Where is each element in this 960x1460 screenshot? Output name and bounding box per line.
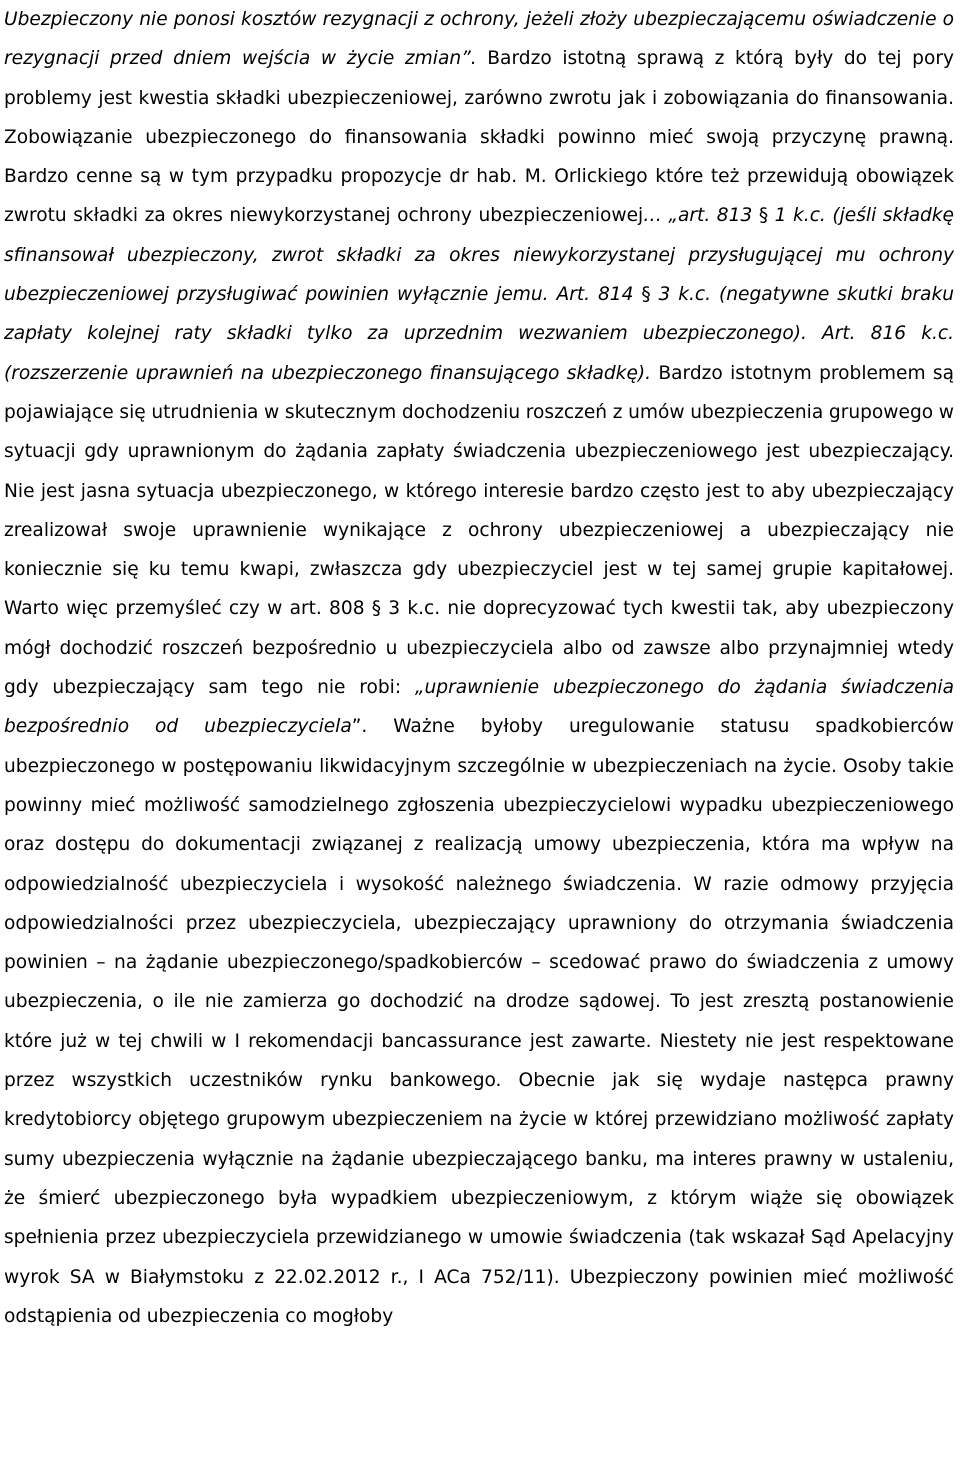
text-segment: ”. Ważne byłoby uregulowanie statusu spadkobierców ubezpieczonego w postępowaniu likwidacyjnym szczególnie w ubezpieczeniach na życie. Osoby takie powinny mieć możliwość samodzielnego zgłoszenia ubezpieczycielowi wypadku ubezpieczeniowego oraz dostępu do dokumentacji związanej z realizacją umowy ubezpieczenia, która ma wpływ na odpowiedzialność ubezpieczyciela i wysokość należnego świadczenia. W razie odmowy przyjęcia odpowiedzialności przez ubezpieczyciela, ubezpieczający uprawniony do otrzymania świadczenia powinien – na żądanie ubezpieczonego/spadkobierców – scedować prawo do świadczenia z umowy ubezpieczenia, o ile nie zamierza go dochodzić na drodze sądowej. To jest zresztą postanowienie które już w tej chwili w I rekomendacji bancassurance jest zawarte. Niestety nie jest respektowane przez wszystkich uczestników rynku bankowego. Obecnie jak się wydaje następca prawny kredytobiorcy objętego grupowym ubezpieczeniem na życie w której przewidziano możliwość zapłaty sumy ubezpieczenia wyłącznie na żądanie ubezpieczającego banku, ma interes prawny w ustaleniu, że śmierć ubezpieczonego była wypadkiem ubezpieczeniowym, z którym wiąże się obowiązek spełnienia przez ubezpieczyciela przewidzianego w umowie świadczenia (tak wskazał Sąd Apelacyjny wyrok SA w Białymstoku z 22.02.2012 r., I ACa 752/11). Ubezpieczony powinien mieć możliwość odstąpienia od ubezpieczenia co mogłoby (4, 716, 954, 1327)
section-sign: § (758, 205, 769, 227)
text-segment: 3 k.c. (negatywne skutki braku zapłaty kolejnej raty składki tylko za uprzednim wezwaniem ubezpieczonego). Art. 816 k.c. (rozszerzenie uprawnień na ubezpieczonego finansującego składkę). (4, 284, 955, 384)
text-segment: Bardzo istotnym problemem są pojawiające się utrudnienia w skutecznym dochodzeniu roszczeń z umów ubezpieczenia grupowego w sytuacji gdy uprawnionym do żądania zapłaty świadczenia ubezpieczeniowego jest ubezpieczający. Nie jest jasna sytuacja ubezpieczonego, w którego interesie bardzo często jest to aby ubezpieczający zrealizował swoje uprawnienie wynikające z ochrony ubezpieczeniowej a ubezpieczający nie koniecznie się ku temu kwapi, zwłaszcza gdy ubezpieczyciel jest w tej samej grupie kapitałowej. Warto więc przemyśleć czy w art. 808 § 3 k.c. nie doprecyzować tych kwestii tak, aby ubezpieczony mógł dochodzić roszczeń bezpośrednio u ubezpieczyciela albo od zawsze albo przynajmniej wtedy gdy ubezpieczający sam tego nie robi: (4, 362, 954, 699)
text-segment: … „art. 813 (643, 205, 759, 227)
text-segment: 1 k.c. (jeśli składkę sfinansował ubezpieczony, zwrot składki za okres niewykorzystanej przysługującej mu ochrony ubezpieczeniowej przysługiwać powinien wyłącznie jemu. Art. 814 (4, 205, 954, 306)
body-paragraph (4, 0, 954, 1336)
text-segment: „uprawnienie ubezpieczonego do żądania świadczenia bezpośrednio od ubezpieczyciela (4, 677, 954, 738)
text-segment: Bardzo istotną sprawą z którą były do tej pory problemy jest kwestia składki ubezpieczeniowej, zarówno zwrotu jak i zobowiązania do finansowania. Zobowiązanie ubezpieczonego do finansowania składki powinno mieć swoją przyczynę prawną. Bardzo cenne są w tym przypadku propozycje dr hab. M. Orlickiego które też przewidują obowiązek zwrotu składki za okres niewykorzystanej ochrony ubezpieczeniowej (4, 48, 954, 227)
text-segment: Ubezpieczony nie ponosi kosztów rezygnacji z ochrony, jeżeli złoży ubezpieczającemu oświadczenie o rezygnacji przed dniem wejścia w życie zmian”. (4, 9, 954, 70)
section-sign: § (641, 284, 651, 306)
